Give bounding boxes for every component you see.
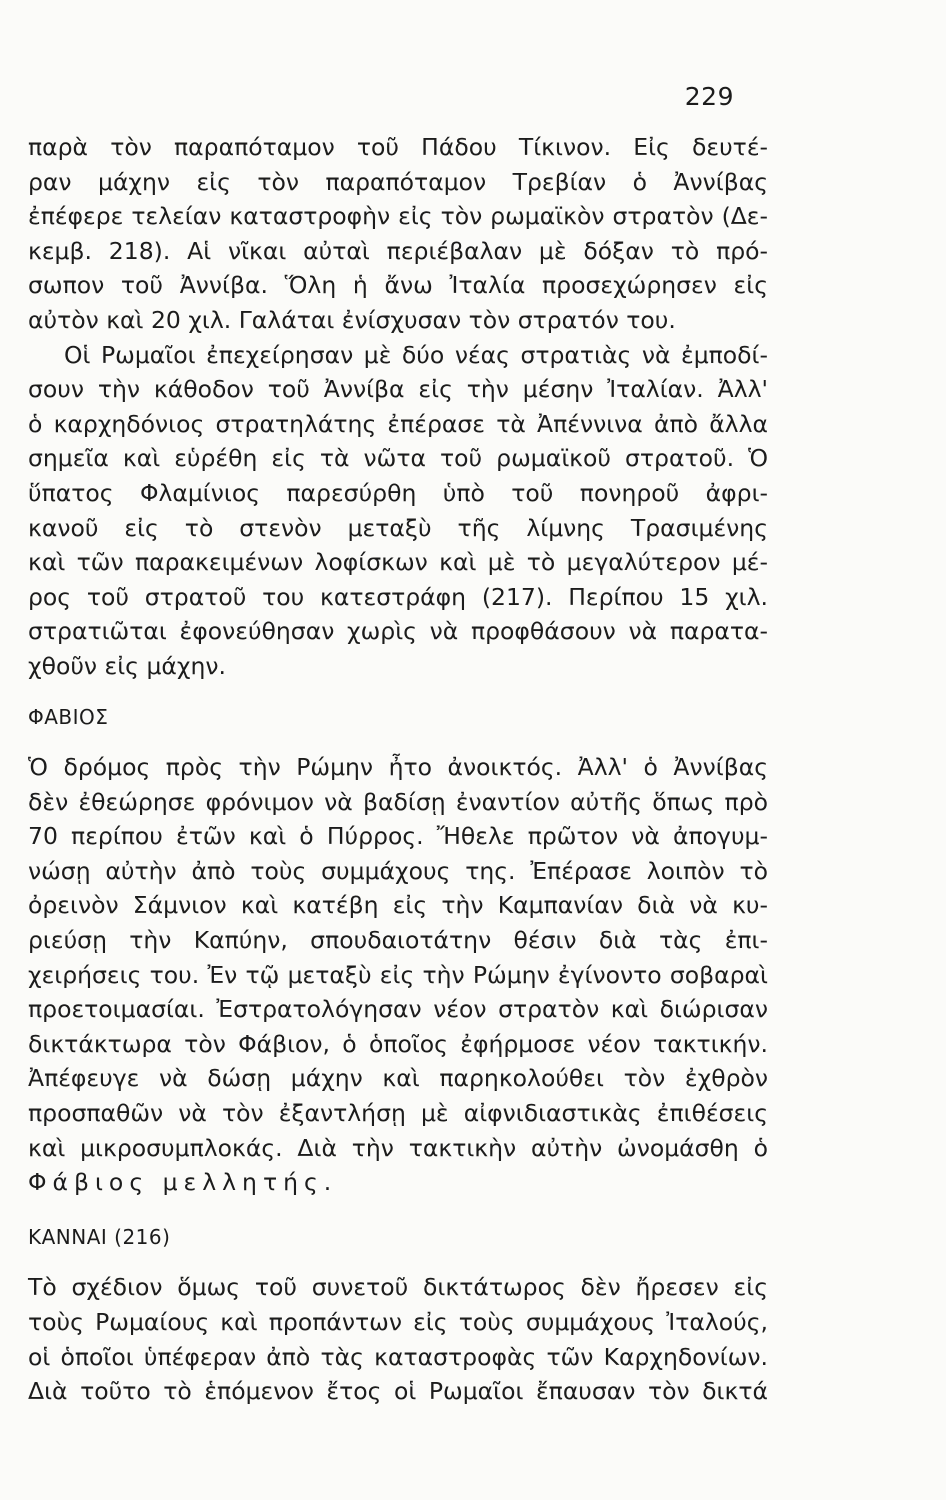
paragraph [28, 750, 768, 1200]
text-body [28, 130, 768, 1409]
text-line: προετοιμασίαι. Ἐστρατολόγησαν νέον στρατὸν καὶ διώρισαν [28, 995, 768, 1024]
text-line: Ὁ δρόμος πρὸς τὴν Ρώμην ἦτο ἀνοικτός. Ἀλλ' ὁ Ἀννίβας [28, 753, 768, 782]
text-line: καὶ μικροσυμπλοκάς. Διὰ τὴν τακτικὴν αὐτὴν ὠνομάσθη ὁ [28, 1133, 768, 1162]
text-line: κεμβ. 218). Αἱ νῖκαι αὐταὶ περιέβαλαν μὲ δόξαν τὸ πρό- [28, 236, 768, 265]
text-line: δὲν ἐθεώρησε φρόνιμον νὰ βαδίσῃ ἐναντίον αὐτῆς ὅπως πρὸ [28, 787, 768, 816]
text-line: ὕπατος Φλαμίνιος παρεσύρθη ὑπὸ τοῦ πονηροῦ ἀφρι- [28, 478, 768, 507]
text-line: οἱ ὁποῖοι ὑπέφεραν ἀπὸ τὰς καταστροφὰς τῶν Καρχηδονίων. [28, 1342, 768, 1371]
text-line: νώσῃ αὐτὴν ἀπὸ τοὺς συμμάχους της. Ἐπέρασε λοιπὸν τὸ [28, 856, 768, 885]
text-line: κανοῦ εἰς τὸ στενὸν μεταξὺ τῆς λίμνης Τρασιμένης [28, 513, 768, 542]
text-line: ὀρεινὸν Σάμνιον καὶ κατέβη εἰς τὴν Καμπανίαν διὰ νὰ κυ- [28, 891, 768, 920]
paragraph [28, 1270, 768, 1408]
text-line: στρατιῶται ἐφονεύθησαν χωρὶς νὰ προφθάσουν νὰ παρατα- [28, 617, 768, 646]
text-line: σουν τὴν κάθοδον τοῦ Ἀννίβα εἰς τὴν μέσην Ἰταλίαν. Ἀλλ' [28, 375, 768, 404]
text-line: ἐπέφερε τελείαν καταστροφὴν εἰς τὸν ρωμαϊκὸν στρατὸν (Δε- [28, 202, 768, 231]
text-line: χειρήσεις του. Ἐν τῷ μεταξὺ εἰς τὴν Ρώμην ἐγίνοντο σοβαραὶ [28, 960, 768, 989]
text-line: παρὰ τὸν παραπόταμον τοῦ Πάδου Τίκινον. Εἰς δευτέ- [28, 133, 768, 161]
text-line: καὶ τῶν παρακειμένων λοφίσκων καὶ μὲ τὸ μεγαλύτερον μέ- [28, 548, 768, 577]
page-number: 229 [684, 82, 734, 111]
text-line: σημεῖα καὶ εὑρέθη εἰς τὰ νῶτα τοῦ ρωμαϊκοῦ στρατοῦ. Ὁ [28, 444, 768, 473]
text-line: 70 περίπου ἐτῶν καὶ ὁ Πύρρος. Ἤθελε πρῶτον νὰ ἀπογυμ- [28, 822, 768, 851]
text-line: ριεύσῃ τὴν Καπύην, σπουδαιοτάτην θέσιν διὰ τὰς ἐπι- [28, 926, 768, 955]
spacer [28, 1200, 768, 1220]
text-line: δικτάκτωρα τὸν Φάβιον, ὁ ὁποῖος ἐφήρμοσε νέον τακτικήν. [28, 1029, 768, 1058]
text-line: ρος τοῦ στρατοῦ του κατεστράφη (217). Περίπου 15 χιλ. [28, 582, 768, 611]
paragraph [28, 130, 768, 338]
text-line: αὐτὸν καὶ 20 χιλ. Γαλάται ἐνίσχυσαν τὸν στρατόν του. [28, 305, 676, 334]
text-line: Οἱ Ρωμαῖοι ἐπεχείρησαν μὲ δύο νέας στρατιὰς νὰ ἐμποδί- [64, 340, 768, 369]
text-line: προσπαθῶν νὰ τὸν ἐξαντλήσῃ μὲ αἰφνιδιαστικὰς ἐπιθέσεις [28, 1099, 768, 1128]
text-line: Τὸ σχέδιον ὅμως τοῦ συνετοῦ δικτάτωρος δὲν ἤρεσεν εἰς [28, 1273, 768, 1302]
section-heading-fabios: ΦΑΒΙΟΣ [28, 704, 109, 729]
spacer [28, 1254, 768, 1270]
section-heading-kannai: ΚΑΝΝΑΙ (216) [28, 1224, 171, 1249]
spacer [28, 684, 768, 700]
text-line: ραν μάχην εἰς τὸν παραπόταμον Τρεβίαν ὁ Ἀννίβας [28, 167, 768, 196]
paragraph [28, 338, 768, 684]
spacer [28, 734, 768, 750]
text-line: Φάβιος μελλητής. [28, 1168, 338, 1197]
text-line: Ἀπέφευγε νὰ δώσῃ μάχην καὶ παρηκολούθει τὸν ἐχθρὸν [28, 1064, 768, 1093]
text-line: Διὰ τοῦτο τὸ ἑπόμενον ἔτος οἱ Ρωμαῖοι ἔπαυσαν τὸν δικτά [28, 1377, 768, 1406]
text-line: ὁ καρχηδόνιος στρατηλάτης ἐπέρασε τὰ Ἀπέννινα ἀπὸ ἄλλα [28, 409, 768, 438]
text-line: χθοῦν εἰς μάχην. [28, 651, 226, 680]
text-line: τοὺς Ρωμαίους καὶ προπάντων εἰς τοὺς συμμάχους Ἰταλούς, [28, 1308, 768, 1336]
text-line: σωπον τοῦ Ἀννίβα. Ὅλη ἡ ἄνω Ἰταλία προσεχώρησεν εἰς [28, 271, 768, 300]
